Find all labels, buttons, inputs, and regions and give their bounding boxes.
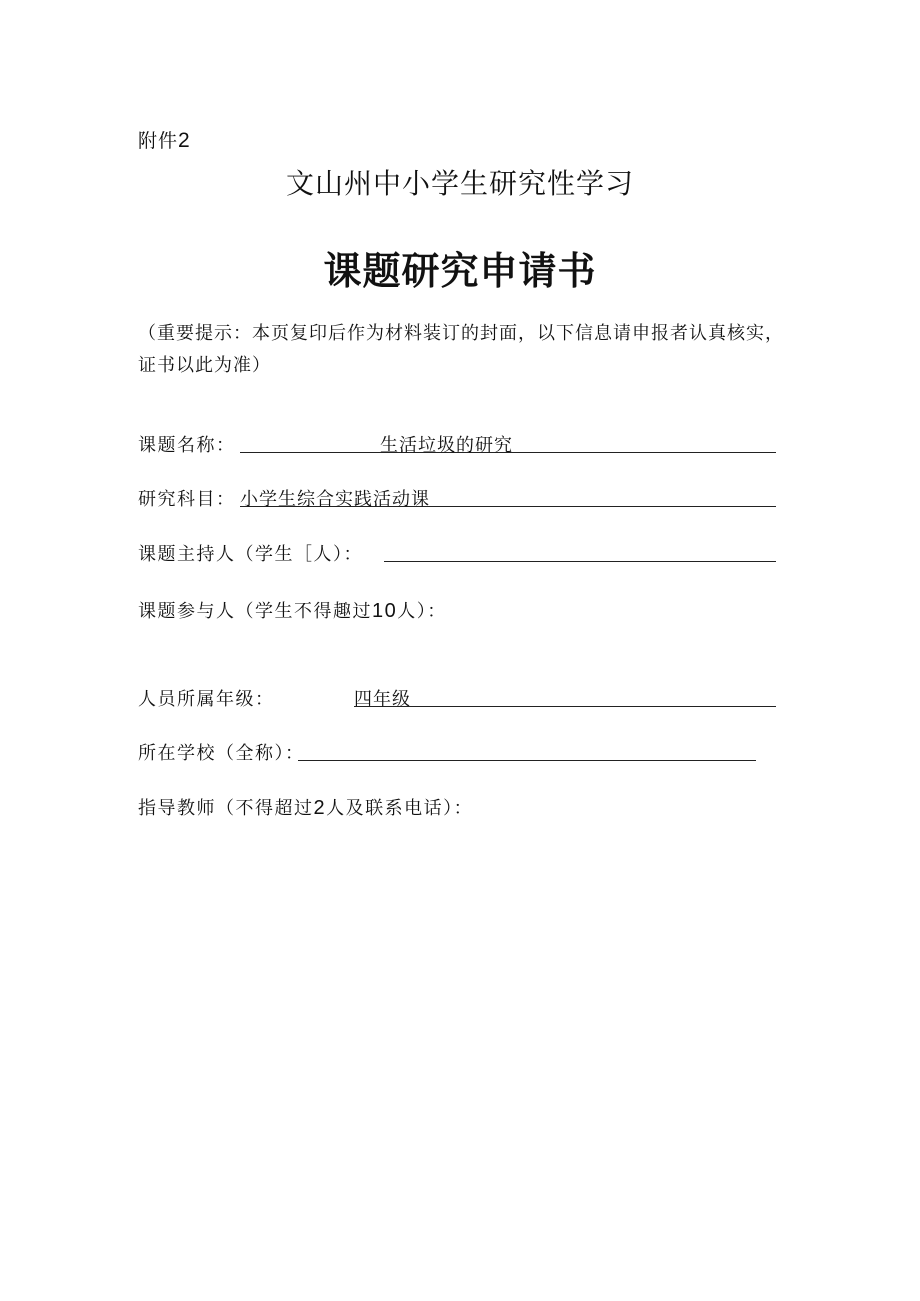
document-title: 课题研究申请书 bbox=[323, 249, 597, 293]
grade-underline bbox=[354, 706, 776, 707]
participants-label-post: 人）： bbox=[397, 601, 447, 622]
advisor-label bbox=[138, 794, 473, 820]
host-underline[interactable] bbox=[384, 561, 776, 562]
advisor-label-num: 2 bbox=[313, 797, 327, 819]
subject-label: 研究科目： bbox=[138, 489, 236, 510]
attachment-text: 附件 bbox=[138, 130, 179, 152]
document-subtitle: 文山州中小学生研究性学习 bbox=[285, 167, 634, 200]
attachment-number: 2 bbox=[178, 129, 191, 152]
participants-label-num: 10 bbox=[372, 600, 398, 622]
participants-label bbox=[138, 597, 447, 623]
subject-value[interactable]: 小学生综合实践活动课 bbox=[240, 489, 430, 510]
important-notice: （重要提示：本页复印后作为材料装订的封面，以下信息请申报者认真核实，证书以此为准） bbox=[138, 323, 784, 376]
school-label: 所在学校（全称）： bbox=[138, 743, 305, 764]
topic-name-label: 课题名称： bbox=[138, 435, 236, 456]
advisor-label-post: 人及联系电话）： bbox=[326, 798, 474, 819]
attachment-label bbox=[138, 126, 191, 153]
host-label: 课题主持人（学生［人）： bbox=[138, 544, 363, 565]
participants-label-pre: 课题参与人（学生不得趣过 bbox=[138, 601, 372, 622]
grade-label: 人员所属年级： bbox=[138, 689, 275, 710]
grade-value[interactable]: 四年级 bbox=[354, 689, 411, 710]
advisor-label-pre: 指导教师（不得超过 bbox=[138, 798, 314, 819]
school-underline[interactable] bbox=[298, 760, 756, 761]
topic-name-value[interactable]: 生活垃圾的研究 bbox=[380, 435, 513, 456]
